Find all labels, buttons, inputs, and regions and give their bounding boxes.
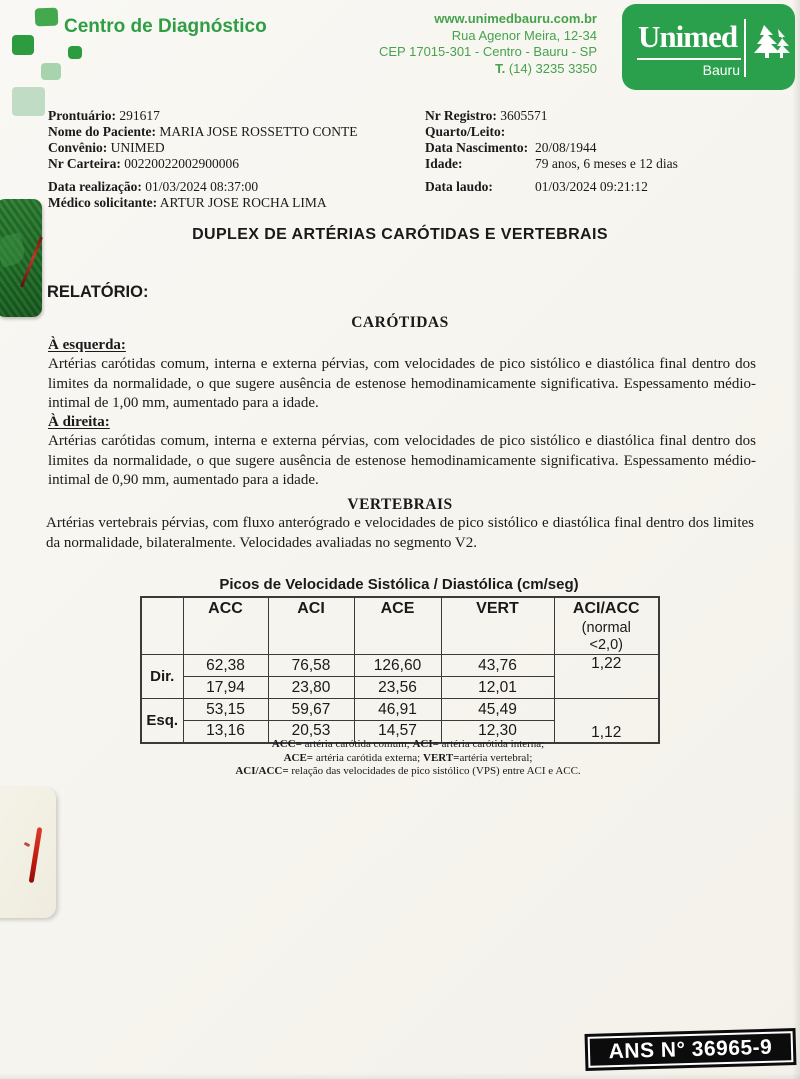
logo-square-icon (41, 63, 61, 80)
unimed-brand-text: Unimed (638, 19, 738, 54)
paper-note (0, 787, 56, 918)
cell: 23,56 (354, 677, 441, 699)
right-side-paragraph: Artérias carótidas comum, interna e externa pérvias, com velocidades de pico sistólico e diastólica final dentro dos limites da normalidade, o que sugere ausência de estenose hemodinamicamente significativa. Espessamento médio-intimal de 0,90 mm, aumentado para a idade. (48, 433, 756, 488)
contact-block (340, 11, 597, 77)
left-side-label: À esquerda: (48, 337, 126, 353)
field-value: 00220022002900006 (120, 156, 239, 171)
abbr-def: artéria carótida comum; (301, 738, 413, 750)
scan-bottom-shadow (0, 1073, 800, 1079)
col-header-ratio (554, 597, 659, 655)
field-label: Nr Carteira: (48, 156, 121, 171)
patient-info-left (48, 108, 358, 211)
abbr: ACC= (271, 738, 302, 750)
right-side-label: À direita: (48, 414, 110, 430)
col-header-vert: VERT (441, 597, 554, 655)
unimed-logo (622, 4, 795, 90)
field-value: 291617 (116, 108, 160, 123)
field-nascimento (425, 140, 678, 156)
field-value: 01/03/2024 08:37:00 (141, 179, 259, 194)
field-medico-solicitante (48, 195, 358, 211)
abbr: ACI/ACC= (235, 765, 289, 777)
green-velcro-patch (0, 199, 42, 317)
field-label: Idade: (425, 156, 463, 171)
table-footnotes (0, 738, 800, 779)
patient-info-right (425, 108, 678, 195)
phone-prefix: T. (495, 60, 506, 76)
field-value: 3605571 (496, 108, 548, 123)
ans-number: ANS N° 36965-9 (608, 1035, 773, 1063)
field-data-realizacao (48, 179, 358, 195)
phone-number: (14) 3235 3350 (505, 60, 597, 76)
field-convenio (48, 140, 358, 156)
field-idade (425, 156, 678, 172)
row-header-dir: Dir. (141, 655, 183, 699)
cell: 17,94 (183, 677, 268, 699)
cell-dir-ratio: 1,22 (554, 655, 659, 699)
field-nome-paciente (48, 124, 358, 140)
field-label: Quarto/Leito: (425, 124, 506, 139)
field-label: Data realização: (48, 179, 142, 194)
contact-website: www.unimedbauru.com.br (434, 11, 597, 26)
footnote-line (0, 738, 800, 752)
field-registro (425, 108, 678, 124)
unimed-city-text: Bauru (702, 62, 740, 78)
abbr: ACI= (412, 738, 439, 750)
field-label: Data Nascimento: (425, 140, 529, 155)
field-value: MARIA JOSE ROSSETTO CONTE (155, 124, 358, 139)
logo-square-icon (12, 35, 34, 55)
exam-title: DUPLEX DE ARTÉRIAS CARÓTIDAS E VERTEBRAIS (192, 226, 608, 243)
vertebrais-paragraph: Artérias vertebrais pérvias, com fluxo anterógrado e velocidades de pico sistólico e diastólica final dentro dos limites da normalidade, bilateralmente. Velocidades avaliadas no segmento V2. (46, 515, 754, 551)
cell: 23,80 (268, 677, 354, 699)
abbr-def: artéria carótida externa; (313, 751, 423, 764)
contact-address: Rua Agenor Meira, 12-34 (451, 27, 597, 43)
field-label: Nome do Paciente: (48, 124, 156, 139)
cell: 14,57 (354, 721, 441, 743)
abbr-def: artéria carótida interna; (438, 738, 545, 750)
field-prontuario (48, 108, 358, 124)
col-header-aci: ACI (268, 597, 354, 655)
abbr: VERT= (423, 751, 460, 764)
field-label: Nr Registro: (425, 108, 497, 123)
cell: 12,01 (441, 677, 554, 699)
col-header-acc: ACC (183, 597, 268, 655)
field-value: 79 anos, 6 meses e 12 dias (535, 156, 678, 171)
left-side-paragraph: Artérias carótidas comum, interna e externa pérvias, com velocidades de pico sistólico e diastólica final dentro dos limites da normalidade, o que sugere ausência de estenose hemodinamicamente significativa. Espessamento médio-intimal de 1,00 mm, aumentado para a idade. (48, 356, 756, 411)
table-header-row (141, 597, 659, 655)
cell: 62,38 (183, 655, 268, 677)
field-value: 01/03/2024 09:21:12 (535, 179, 648, 194)
field-label: Convênio: (48, 140, 108, 155)
scan-edge-shadow (792, 0, 800, 1079)
abbr-def: artéria vertebral; (459, 751, 533, 764)
relatorio-label: RELATÓRIO: (47, 283, 149, 301)
cell: 20,53 (268, 721, 354, 743)
unimed-underline (637, 58, 741, 60)
cell-esq-ratio: 1,12 (554, 699, 659, 743)
col-header-ace: ACE (354, 597, 441, 655)
row-header-esq: Esq. (141, 699, 183, 743)
field-label: Médico solicitante: (48, 195, 158, 210)
field-label: Prontuário: (48, 108, 116, 123)
cell: 12,30 (441, 721, 554, 743)
table-title: Picos de Velocidade Sistólica / Diastólica (cm/seg) (219, 576, 579, 593)
cell: 43,76 (441, 655, 554, 677)
field-data-laudo (425, 179, 678, 195)
ratio-header-text: ACI/ACC (572, 600, 640, 617)
logo-square-icon (35, 8, 59, 27)
field-label: Data laudo: (425, 179, 493, 194)
logo-square-icon (68, 46, 82, 59)
ans-registration-badge (585, 1028, 797, 1071)
contact-cep: CEP 17015-301 - Centro - Bauru - SP (379, 44, 597, 59)
table-row (141, 699, 659, 721)
clinic-name: Centro de Diagnóstico (64, 16, 267, 37)
logo-square-icon (12, 87, 45, 116)
cell: 59,67 (268, 699, 354, 721)
abbr: ACE= (283, 751, 314, 764)
vertebrais-heading: VERTEBRAIS (347, 496, 453, 513)
cell: 53,15 (183, 699, 268, 721)
cell: 76,58 (268, 655, 354, 677)
field-value: ARTUR JOSE ROCHA LIMA (157, 195, 327, 210)
field-carteira (48, 156, 358, 172)
field-value: 20/08/1944 (535, 140, 597, 155)
cell: 45,49 (441, 699, 554, 721)
table-row (141, 655, 659, 677)
contact-phone (340, 61, 597, 78)
footnote-line (0, 752, 800, 766)
carotidas-heading: CARÓTIDAS (351, 314, 449, 331)
cell: 13,16 (183, 721, 268, 743)
field-quarto-leito (425, 124, 678, 140)
velcro-highlight (0, 232, 27, 268)
corner-cell (141, 597, 183, 655)
unimed-tree-icon (750, 23, 792, 59)
cell: 126,60 (354, 655, 441, 677)
unimed-divider (744, 19, 746, 77)
footnote-line (0, 765, 800, 779)
velocity-table (140, 596, 660, 744)
abbr-def: relação das velocidades de pico sistólico (VPS) entre ACI e ACC. (288, 765, 581, 777)
ratio-header-note: (normal <2,0) (581, 620, 631, 653)
field-value: UNIMED (107, 140, 165, 155)
cell: 46,91 (354, 699, 441, 721)
